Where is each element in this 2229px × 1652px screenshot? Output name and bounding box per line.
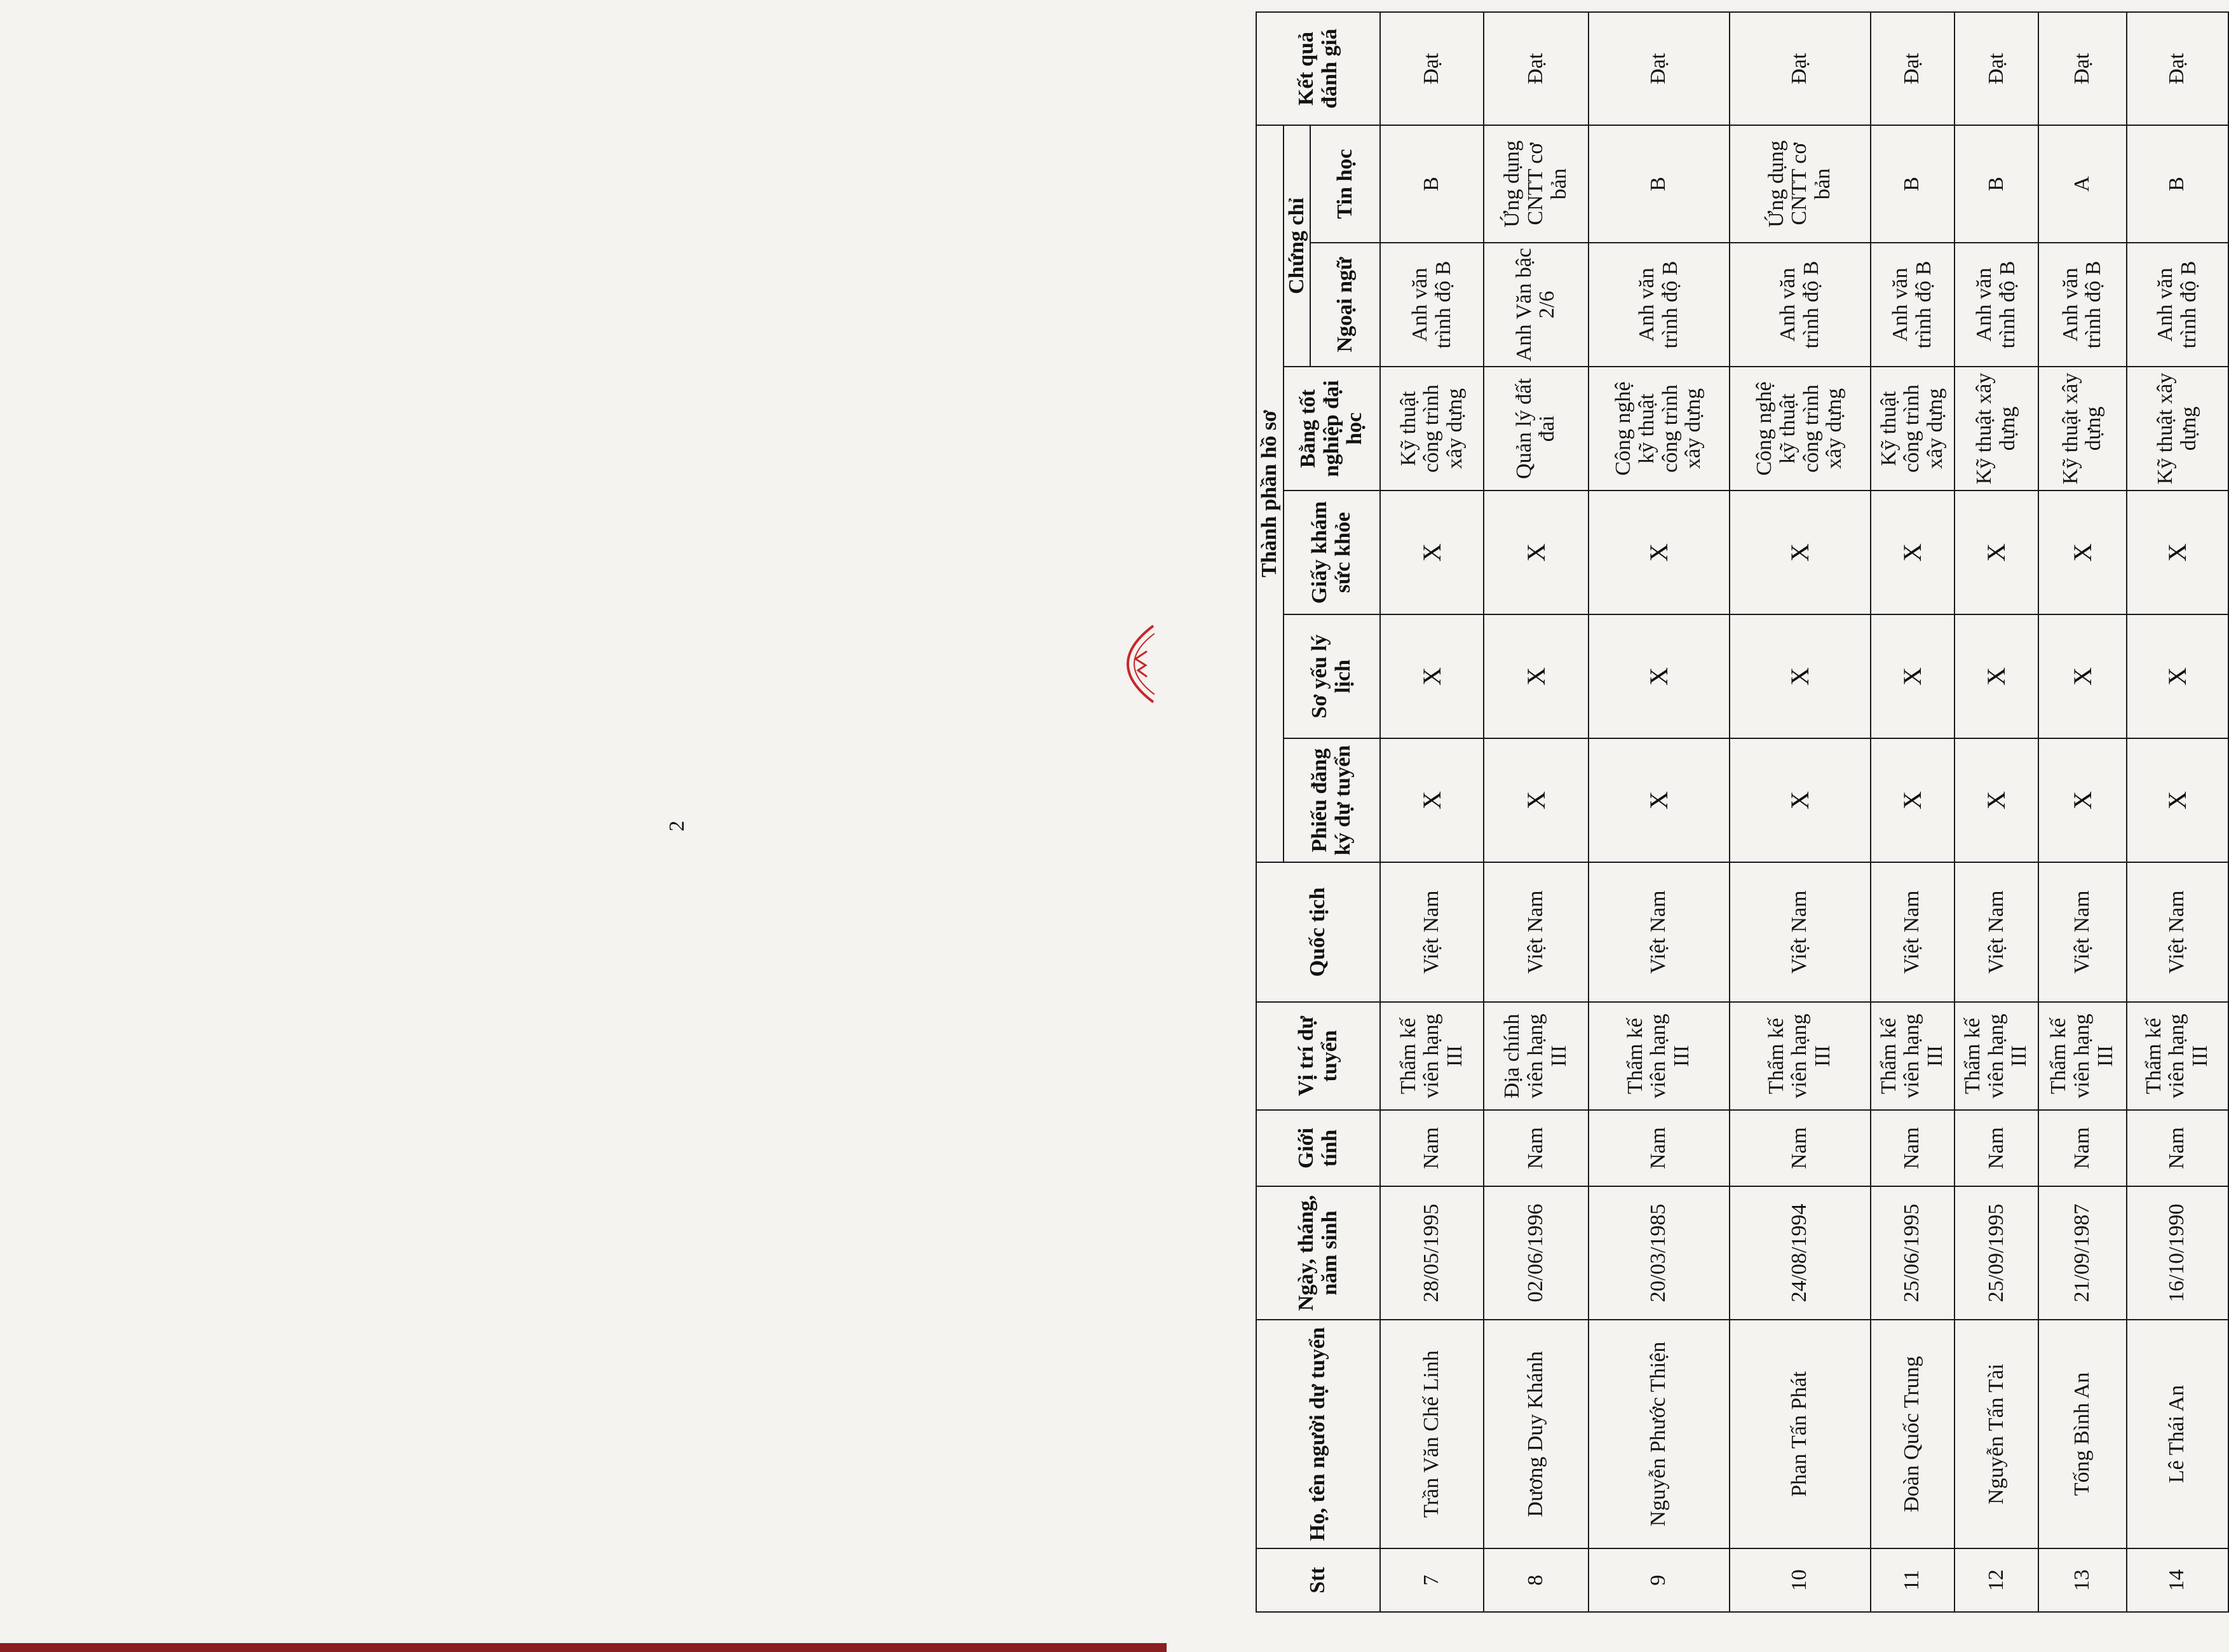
- cell-health-mark: X: [1589, 491, 1730, 614]
- cell-dob: 25/09/1995: [1955, 1186, 2038, 1320]
- cell-name: Tống Bình An: [2038, 1320, 2127, 1548]
- cell-dob: 24/08/1994: [1730, 1186, 1871, 1320]
- cell-nationality: Việt Nam: [1589, 862, 1730, 1002]
- cell-it: B: [1955, 125, 2038, 243]
- cell-cv-mark: X: [1955, 614, 2038, 738]
- header-stt: Stt: [1256, 1548, 1380, 1612]
- cell-form-mark: X: [1955, 738, 2038, 862]
- cell-gender: Nam: [1871, 1110, 1955, 1186]
- cell-health-mark: X: [1484, 491, 1589, 614]
- header-dossier: Thành phần hồ sơ: [1256, 125, 1284, 862]
- table-row: [1955, 12, 2038, 1612]
- cell-result: Đạt: [2038, 12, 2127, 125]
- cell-position: Thẩm kế viên hạng III: [2127, 1002, 2228, 1110]
- cell-nationality: Việt Nam: [1955, 862, 2038, 1002]
- cell-dob: 20/03/1985: [1589, 1186, 1730, 1320]
- cell-language: Anh văn trình độ B: [2038, 243, 2127, 367]
- cell-it: B: [1871, 125, 1955, 243]
- header-cv: Sơ yếu lý lịch: [1284, 614, 1381, 738]
- cell-result: Đạt: [2127, 12, 2228, 125]
- cell-nationality: Việt Nam: [1380, 862, 1483, 1002]
- cell-gender: Nam: [1380, 1110, 1483, 1186]
- cell-health-mark: X: [1871, 491, 1955, 614]
- cell-cv-mark: X: [1589, 614, 1730, 738]
- bottom-edge-strip: [0, 1643, 1167, 1652]
- cell-health-mark: X: [1955, 491, 2038, 614]
- header-dob: Ngày, tháng, năm sinh: [1256, 1186, 1380, 1320]
- cell-form-mark: X: [1589, 738, 1730, 862]
- cell-position: Thẩm kế viên hạng III: [1380, 1002, 1483, 1110]
- header-name: Họ, tên người dự tuyển: [1256, 1320, 1380, 1548]
- cell-language: Anh văn trình độ B: [1730, 243, 1871, 367]
- cell-position: Thẩm kế viên hạng III: [1955, 1002, 2038, 1110]
- cell-degree: Kỹ thuật xây dựng: [1955, 367, 2038, 491]
- table-row: [1730, 12, 1871, 1612]
- cell-language: Anh văn trình độ B: [1380, 243, 1483, 367]
- cell-result: Đạt: [1380, 12, 1483, 125]
- cell-stt: 9: [1589, 1548, 1730, 1612]
- cell-stt: 11: [1871, 1548, 1955, 1612]
- cell-form-mark: X: [1871, 738, 1955, 862]
- header-position: Vị trí dự tuyển: [1256, 1002, 1380, 1110]
- cell-form-mark: X: [1484, 738, 1589, 862]
- cell-form-mark: X: [1380, 738, 1483, 862]
- cell-degree: Kỹ thuật xây dựng: [2038, 367, 2127, 491]
- cell-it: B: [2127, 125, 2228, 243]
- cell-name: Phan Tấn Phát: [1730, 1320, 1871, 1548]
- header-form: Phiếu đăng ký dự tuyển: [1284, 738, 1381, 862]
- header-language: Ngoại ngữ: [1310, 243, 1380, 367]
- cell-nationality: Việt Nam: [1871, 862, 1955, 1002]
- header-result: Kết quả đánh giá: [1256, 12, 1380, 125]
- cell-form-mark: X: [2127, 738, 2228, 862]
- cell-gender: Nam: [2038, 1110, 2127, 1186]
- cell-stt: 8: [1484, 1548, 1589, 1612]
- registration-table: [1256, 11, 2229, 1613]
- cell-cv-mark: X: [2127, 614, 2228, 738]
- cell-it: Ứng dụng CNTT cơ bản: [1730, 125, 1871, 243]
- cell-gender: Nam: [1484, 1110, 1589, 1186]
- cell-cv-mark: X: [1730, 614, 1871, 738]
- header-health: Giấy khám sức khỏe: [1284, 491, 1381, 614]
- cell-position: Thẩm kế viên hạng III: [2038, 1002, 2127, 1110]
- cell-name: Nguyễn Tấn Tài: [1955, 1320, 2038, 1548]
- cell-dob: 25/06/1995: [1871, 1186, 1955, 1320]
- cell-result: Đạt: [1955, 12, 2038, 125]
- cell-health-mark: X: [1730, 491, 1871, 614]
- cell-dob: 16/10/1990: [2127, 1186, 2228, 1320]
- cell-degree: Công nghệ kỹ thuật công trình xây dựng: [1730, 367, 1871, 491]
- cell-health-mark: X: [2127, 491, 2228, 614]
- cell-result: Đạt: [1484, 12, 1589, 125]
- cell-language: Anh văn trình độ B: [1955, 243, 2038, 367]
- cell-result: Đạt: [1730, 12, 1871, 125]
- cell-position: Thẩm kế viên hạng III: [1589, 1002, 1730, 1110]
- cell-stt: 12: [1955, 1548, 2038, 1612]
- table-row: [1871, 12, 1955, 1612]
- cell-cv-mark: X: [1871, 614, 1955, 738]
- cell-result: Đạt: [1589, 12, 1730, 125]
- header-degree: Bằng tốt nghiệp đại học: [1284, 367, 1381, 491]
- table-row: [2127, 12, 2228, 1612]
- table-row: [2038, 12, 2127, 1612]
- rotated-page: [1167, 0, 2229, 1625]
- cell-language: Anh văn trình độ B: [2127, 243, 2228, 367]
- cell-degree: Quản lý đất đai: [1484, 367, 1589, 491]
- cell-it: A: [2038, 125, 2127, 243]
- cell-position: Địa chính viên hạng III: [1484, 1002, 1589, 1110]
- cell-it: B: [1380, 125, 1483, 243]
- cell-dob: 21/09/1987: [2038, 1186, 2127, 1320]
- cell-degree: Công nghệ kỹ thuật công trình xây dựng: [1589, 367, 1730, 491]
- cell-gender: Nam: [1730, 1110, 1871, 1186]
- table-row: [1589, 12, 1730, 1612]
- cell-position: Thẩm kế viên hạng III: [1730, 1002, 1871, 1110]
- cell-nationality: Việt Nam: [1730, 862, 1871, 1002]
- cell-stt: 13: [2038, 1548, 2127, 1612]
- cell-dob: 02/06/1996: [1484, 1186, 1589, 1320]
- cell-nationality: Việt Nam: [2127, 862, 2228, 1002]
- cell-stt: 7: [1380, 1548, 1483, 1612]
- cell-degree: Kỹ thuật công trình xây dựng: [1871, 367, 1955, 491]
- table-row: [1380, 12, 1483, 1612]
- cell-name: Trần Văn Chế Linh: [1380, 1320, 1483, 1548]
- cell-it: B: [1589, 125, 1730, 243]
- header-gender: Giới tính: [1256, 1110, 1380, 1186]
- cell-cv-mark: X: [1484, 614, 1589, 738]
- cell-health-mark: X: [1380, 491, 1483, 614]
- cell-cv-mark: X: [1380, 614, 1483, 738]
- cell-language: Anh văn trình độ B: [1871, 243, 1955, 367]
- cell-result: Đạt: [1871, 12, 1955, 125]
- red-seal-stamp: [1109, 620, 1160, 708]
- cell-stt: 14: [2127, 1548, 2228, 1612]
- cell-name: Đoàn Quốc Trung: [1871, 1320, 1955, 1548]
- cell-form-mark: X: [1730, 738, 1871, 862]
- cell-nationality: Việt Nam: [2038, 862, 2127, 1002]
- cell-gender: Nam: [1589, 1110, 1730, 1186]
- cell-name: Dương Duy Khánh: [1484, 1320, 1589, 1548]
- cell-name: Nguyễn Phước Thiện: [1589, 1320, 1730, 1548]
- cell-cv-mark: X: [2038, 614, 2127, 738]
- cell-position: Thẩm kế viên hạng III: [1871, 1002, 1955, 1110]
- cell-form-mark: X: [2038, 738, 2127, 862]
- page-number: 2: [665, 820, 689, 832]
- header-certificates: Chứng chỉ: [1284, 125, 1311, 367]
- cell-gender: Nam: [2127, 1110, 2228, 1186]
- cell-name: Lê Thái An: [2127, 1320, 2228, 1548]
- cell-language: Anh Văn bậc 2/6: [1484, 243, 1589, 367]
- cell-gender: Nam: [1955, 1110, 2038, 1186]
- cell-stt: 10: [1730, 1548, 1871, 1612]
- cell-degree: Kỹ thuật xây dựng: [2127, 367, 2228, 491]
- cell-dob: 28/05/1995: [1380, 1186, 1483, 1320]
- cell-language: Anh văn trình độ B: [1589, 243, 1730, 367]
- cell-it: Ứng dụng CNTT cơ bản: [1484, 125, 1589, 243]
- header-nationality: Quốc tịch: [1256, 862, 1380, 1002]
- table-row: [1484, 12, 1589, 1612]
- cell-degree: Kỹ thuật công trình xây dựng: [1380, 367, 1483, 491]
- cell-health-mark: X: [2038, 491, 2127, 614]
- cell-nationality: Việt Nam: [1484, 862, 1589, 1002]
- header-it: Tin học: [1310, 125, 1380, 243]
